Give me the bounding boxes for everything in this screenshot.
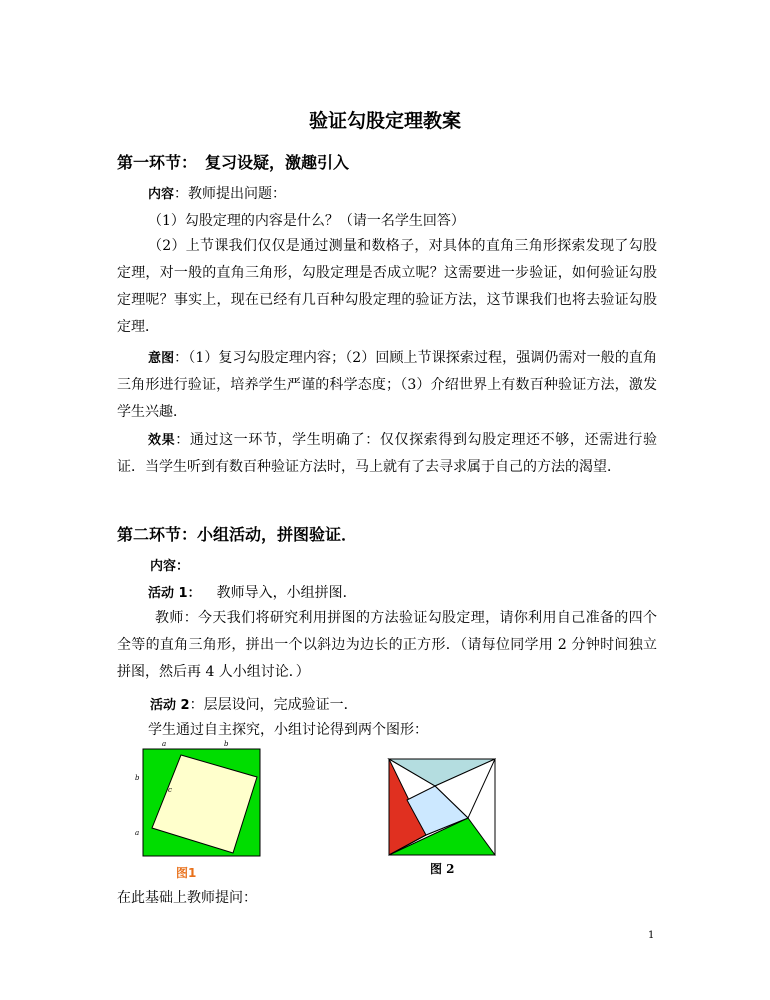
section2-heading: 第二环节：小组活动，拼图验证． xyxy=(117,525,358,544)
students-line: 学生通过自主探究，小组讨论得到两个图形： xyxy=(148,722,428,738)
activity2-label: 活动 2 xyxy=(150,698,190,713)
effect-paragraph xyxy=(117,427,657,481)
intent-label: 意图 xyxy=(148,351,175,366)
section1-content-line xyxy=(148,183,286,203)
after-text: 在此基础上教师提问： xyxy=(117,890,257,906)
question-1: （1）勾股定理的内容是什么？（请一名学生回答） xyxy=(148,213,465,229)
fig1-label-b-top: b xyxy=(224,740,229,748)
section1-heading: 第一环节： 复习设疑，激趣引入 xyxy=(117,153,350,172)
effect-text: ：通过这一环节，学生明确了：仅仅探索得到勾股定理还不够，还需进行验证．当学生听到有数百种验证方法时，马上就有了去寻求属于自己的方法的渴望． xyxy=(117,432,657,475)
activity1-label: 活动 1： xyxy=(148,586,201,601)
effect-label: 效果 xyxy=(148,433,176,448)
figure-1-caption: 图1 xyxy=(176,866,197,880)
activity2-line xyxy=(150,694,358,714)
page-number: 1 xyxy=(648,930,655,941)
intent-paragraph xyxy=(117,345,657,426)
teacher-paragraph: 教师：今天我们将研究利用拼图的方法验证勾股定理，请你利用自己准备的四个全等的直角三角形，拼出一个以斜边为边长的正方形．（请每位同学用 2 分钟时间独立拼图，然后再 4 人小组讨论．） xyxy=(117,610,657,680)
content-label: 内容 xyxy=(148,187,175,202)
activity2-text: ：层层设问，完成验证一． xyxy=(189,697,358,713)
fig1-label-a-left: a xyxy=(135,829,140,837)
activity1-line xyxy=(148,582,357,602)
fig1-label-a-top: a xyxy=(162,740,167,748)
activity1-text: 教师导入，小组拼图． xyxy=(216,585,357,601)
section2-content-label: 内容： xyxy=(150,559,190,574)
content-text: ：教师提出问题： xyxy=(174,186,287,202)
question-2: （2）上节课我们仅仅是通过测量和数格子，对具体的直角三角形探索发现了勾股定理，对一般的直角三角形，勾股定理是否成立呢？这需要进一步验证，如何验证勾股定理呢？事实上，现在已经有几百种勾股定理的验证方法，这节课我们也将去验证勾股定理． xyxy=(117,238,657,335)
figure-2 xyxy=(386,756,498,858)
figure-2-caption: 图 2 xyxy=(430,862,455,876)
fig1-label-c: c xyxy=(168,786,172,794)
fig1-label-b-left: b xyxy=(135,774,140,782)
page-title: 验证勾股定理教案 xyxy=(308,110,461,132)
intent-text: ：（1）复习勾股定理内容；（2）回顾上节课探索过程，强调仍需对一般的直角三角形进行验证，培养学生严谨的科学态度；（3）介绍世界上有数百种验证方法，激发学生兴趣． xyxy=(117,350,657,420)
figure-1 xyxy=(130,738,270,860)
